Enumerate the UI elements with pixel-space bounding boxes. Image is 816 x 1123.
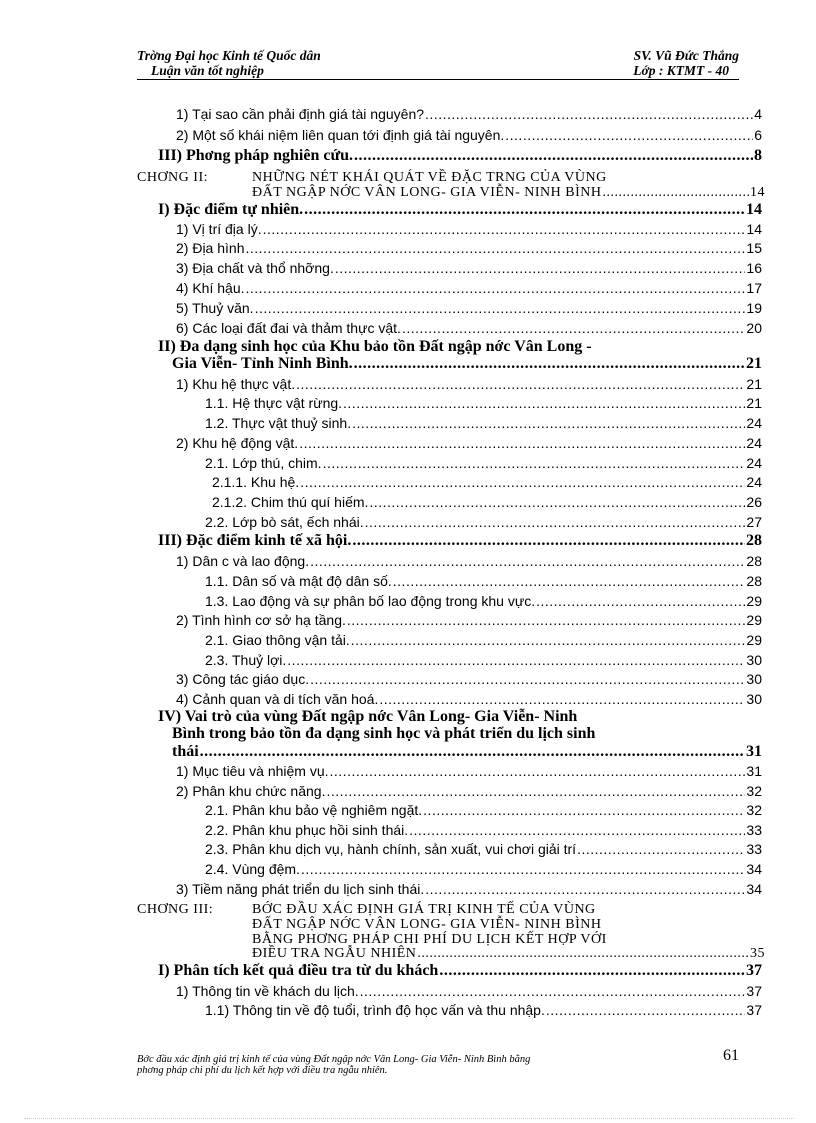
page-number: 61 xyxy=(723,1047,739,1064)
toc-entry[interactable]: 3) Công tác giáo dục. ..... 30 xyxy=(176,671,762,687)
toc-entry[interactable]: 5) Thuỷ văn. ..... 19 xyxy=(176,300,762,316)
toc-entry[interactable]: 2.1. Giao thông vận tải. ..... 29 xyxy=(205,632,762,648)
toc-entry[interactable]: 2) Tình hình cơ sở hạ tầng. ..... 29 xyxy=(176,612,762,628)
toc-entry[interactable]: 2.1. Phân khu bảo vệ nghiêm ngặt. ..... 32 xyxy=(205,802,762,818)
header-school: Trờng Đại học Kinh tế Quốc dân xyxy=(137,48,321,63)
toc-entry[interactable]: 2.4. Vùng đệm. ..... 34 xyxy=(205,861,762,877)
toc-entry[interactable]: 2) Phân khu chức năng. ..... 32 xyxy=(176,783,762,799)
page-bottom-rule xyxy=(24,1118,794,1119)
toc-entry[interactable]: 4) Cảnh quan và di tích văn hoá. ..... 30 xyxy=(176,691,762,707)
toc-entry[interactable]: 3) Địa chất và thổ nhỡng. ..... 16 xyxy=(176,260,762,276)
footer-line-1: Bớc đầu xác định giá trị kinh tế của vùng Đất ngập nớc Vân Long- Gia Viễn- Ninh Bình bằng xyxy=(137,1054,531,1065)
toc-entry[interactable]: I) Đặc điểm tự nhiên. ..... 14 xyxy=(158,201,762,219)
header-class: Lớp : KTMT - 40 xyxy=(633,63,729,78)
chapter-3-label: CHƠNG III: xyxy=(137,902,214,917)
toc-entry[interactable]: 1.3. Lao động và sự phân bố lao động trong khu vực. ..... 29 xyxy=(205,593,762,609)
chapter-2-heading[interactable]: CHƠNG II: NHỮNG NÉT KHÁI QUÁT VỀ ĐẶC TRNG CỦA VÙNG ĐẤT NGẬP NỚC VÂN LONG- GIA VIỄN- NINH BÌNH ..... 14 xyxy=(137,170,765,204)
toc-entry[interactable]: Bình trong bảo tồn đa dạng sinh học và phát triển du lịch sinh xyxy=(172,725,596,742)
toc-entry[interactable]: 1) Thông tin về khách du lịch. ..... 37 xyxy=(176,983,762,999)
toc-entry[interactable]: 1.2. Thực vật thuỷ sinh. ..... 24 xyxy=(205,415,762,431)
toc-entry[interactable]: 1) Mục tiêu và nhiệm vụ. ..... 31 xyxy=(176,763,762,779)
toc-entry[interactable]: III) Phơng pháp nghiên cứu. ..... 8 xyxy=(158,147,762,165)
toc-entry[interactable]: III) Đặc điểm kinh tế xã hội. ..... 28 xyxy=(158,532,762,550)
toc-entry[interactable]: 2.1.2. Chim thú quí hiếm. ..... 26 xyxy=(212,494,762,510)
toc-entry[interactable]: 2.1.1. Khu hệ. ..... 24 xyxy=(212,474,762,490)
header-rule xyxy=(137,79,739,80)
footer-line-2: phơng pháp chi phí du lịch kết hợp với điều tra ngẫu nhiên. xyxy=(137,1065,388,1076)
toc-entry[interactable]: 1) Tại sao cần phải định giá tài nguyên? ..... 4 xyxy=(176,106,762,122)
toc-entry[interactable]: 2) Một số khái niệm liên quan tới định giá tài nguyên. ..... 6 xyxy=(176,127,762,143)
toc-entry[interactable]: 2.2. Lớp bò sát, ếch nhái. ..... 27 xyxy=(205,514,762,530)
page-footer xyxy=(137,1047,739,1076)
toc-entry[interactable]: 1.1) Thông tin về độ tuổi, trình độ học vấn và thu nhập. ..... 37 xyxy=(205,1002,762,1018)
toc-entry[interactable]: 2.2. Phân khu phục hồi sinh thái. ..... 33 xyxy=(205,822,762,838)
toc-entry[interactable]: 1.1. Dân số và mật độ dân số. ..... 28 xyxy=(205,573,762,589)
toc-entry[interactable]: 1) Dân c và lao động. ..... 28 xyxy=(176,553,762,569)
toc-entry[interactable]: 1) Vị trí địa lý. ..... 14 xyxy=(176,221,762,237)
toc-entry[interactable]: thái ..... 31 xyxy=(172,743,762,761)
toc-entry[interactable]: 2) Khu hệ động vật. ..... 24 xyxy=(176,435,762,451)
toc-entry[interactable]: 1) Khu hệ thực vật. ..... 21 xyxy=(176,376,762,392)
toc-entry[interactable]: 6) Các loại đất đai và thảm thực vật. ..... 20 xyxy=(176,320,762,336)
chapter-2-label: CHƠNG II: xyxy=(137,170,208,185)
header-student: SV. Vũ Đức Thắng xyxy=(633,48,739,63)
toc-entry[interactable]: 2) Địa hình ..... 15 xyxy=(176,240,762,256)
header-thesis: Luận văn tốt nghiệp xyxy=(151,63,264,78)
toc-entry[interactable]: 2.3. Thuỷ lợi. ..... 30 xyxy=(205,652,762,668)
toc-entry[interactable]: Gia Viễn- Tỉnh Ninh Bình. ..... 21 xyxy=(172,355,762,373)
toc-entry[interactable]: II) Đa dạng sinh học của Khu bảo tồn Đất ngập nớc Vân Long - xyxy=(158,338,592,355)
toc-entry[interactable]: 1.1. Hệ thực vật rừng. ..... 21 xyxy=(205,395,762,411)
toc-entry[interactable]: I) Phân tích kết quả điều tra từ du khách ..... 37 xyxy=(158,962,762,980)
chapter-3-heading[interactable]: CHƠNG III: BỚC ĐẦU XÁC ĐỊNH GIÁ TRỊ KINH TẾ CỦA VÙNG ĐẤT NGẬP NỚC VÂN LONG- GIA VIỄN- NINH BÌNH BẰNG PHƠNG PHÁP CHI PHÍ DU LỊCH KẾT HỢP VỚI ĐIỀU TRA NGẪU NHIÊN ..... 35 xyxy=(137,902,765,962)
toc-entry[interactable]: 4) Khí hậu. ..... 17 xyxy=(176,280,762,296)
toc-entry[interactable]: 2.1. Lớp thú, chim. ..... 24 xyxy=(205,455,762,471)
toc-entry[interactable]: IV) Vai trò của vùng Đất ngập nớc Vân Long- Gia Viễn- Ninh xyxy=(158,708,578,725)
toc-entry[interactable]: 3) Tiềm năng phát triển du lịch sinh thái. ..... 34 xyxy=(176,881,762,897)
toc-entry[interactable]: 2.3. Phân khu dịch vụ, hành chính, sản xuất, vui chơi giải trí ..... 33 xyxy=(205,841,762,857)
